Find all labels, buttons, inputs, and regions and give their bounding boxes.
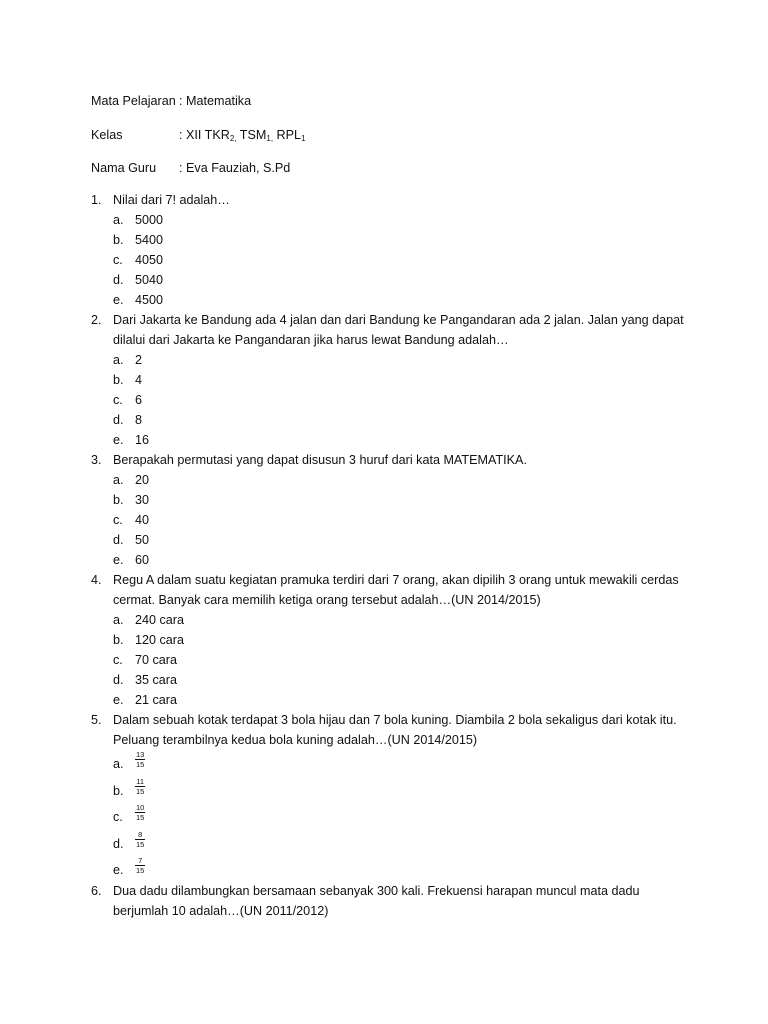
fraction-numerator: 13 [136,750,145,759]
option-letter: c. [113,393,123,407]
answer-option [91,350,691,370]
class-tsm: TSM [236,128,267,142]
option-text: 4050 [135,253,164,267]
fraction-numerator: 10 [136,803,145,813]
question-3 [91,450,691,570]
question-5 [91,710,691,883]
question-6 [91,881,691,921]
question-row [91,881,691,921]
question-text: Dua dadu dilambungkan bersamaan sebanyak 300 kali. Frekuensi harapan muncul mata dadu berjumlah 10 adalah…(UN 2011/2012) [113,884,640,918]
option-letter: e. [113,433,124,447]
option-letter: b. [113,233,124,247]
question-text: Nilai dari 7! adalah… [113,193,230,207]
answer-option [91,270,691,290]
option-text: 6 [135,393,143,407]
answer-option [91,650,691,670]
option-letter: a. [113,613,124,627]
class-value [179,125,306,145]
fraction [135,777,145,796]
fraction-denominator: 15 [136,786,145,796]
option-letter: a. [113,473,124,487]
teacher-value: : Eva Fauziah, S.Pd [179,161,291,175]
fraction [135,803,145,822]
answer-option [91,430,691,450]
option-letter: e. [113,553,124,567]
option-letter: d. [113,533,124,547]
option-letter: d. [113,836,124,851]
option-letter: e. [113,693,124,707]
question-row [91,710,691,750]
option-text: 2 [135,353,143,367]
teacher-label: Nama Guru [91,161,157,175]
option-letter: c. [113,253,123,267]
answer-option [91,750,691,777]
option-letter: c. [113,513,123,527]
answer-option [91,830,691,857]
question-text: Dari Jakarta ke Bandung ada 4 jalan dan dari Bandung ke Pangandaran ada 2 jalan. Jalan yang dapat dilalui dari Jakarta ke Pangandaran jika harus lewat Bandung adalah… [113,313,684,347]
answer-option [91,630,691,650]
option-text: 5400 [135,233,164,247]
option-letter: c. [113,810,123,825]
option-text: 4 [135,373,143,387]
answer-option [91,777,691,804]
question-number: 4. [91,573,102,587]
option-letter: b. [113,493,124,507]
question-row [91,450,691,470]
question-2 [91,310,691,450]
option-text: 70 cara [135,653,178,667]
fraction [135,856,145,875]
option-letter: a. [113,757,124,771]
option-text: 21 cara [135,693,178,707]
option-text: 35 cara [135,673,178,687]
answer-option [91,410,691,430]
option-text: 40 [135,513,150,527]
answer-option [91,530,691,550]
answer-option [91,370,691,390]
question-text: Berapakah permutasi yang dapat disusun 3 huruf dari kata MATEMATIKA. [113,453,527,467]
option-letter: d. [113,273,124,287]
answer-option [91,856,691,883]
question-text: Regu A dalam suatu kegiatan pramuka terdiri dari 7 orang, akan dipilih 3 orang untuk mewakili cerdas cermat. Banyak cara memilih ketiga orang tersebut adalah…(UN 2014/2015) [113,573,679,607]
option-text: 50 [135,533,150,547]
answer-option [91,550,691,570]
fraction-denominator: 15 [136,866,145,876]
question-number: 2. [91,313,102,327]
answer-option [91,210,691,230]
fraction-denominator: 15 [136,813,145,823]
fraction-numerator: 11 [136,776,145,786]
option-text: 20 [135,473,150,487]
option-letter: d. [113,673,124,687]
fraction-denominator: 15 [136,839,145,849]
option-letter: c. [113,653,123,667]
fraction-denominator: 15 [136,760,145,769]
option-text: 4500 [135,293,164,307]
class-prefix: : XII TKR [179,128,230,142]
option-text: 60 [135,553,150,567]
class-tsm-sub: 1, [266,134,274,143]
question-number: 1. [91,193,102,207]
question-text: Dalam sebuah kotak terdapat 3 bola hijau dan 7 bola kuning. Diambila 2 bola sekaligus dari kotak itu. Peluang terambilnya kedua bola kuning adalah…(UN 2014/2015) [113,713,677,747]
option-letter: e. [113,293,124,307]
option-letter: e. [113,863,124,878]
fraction [135,830,145,849]
answer-option [91,610,691,630]
answer-option [91,803,691,830]
answer-option [91,250,691,270]
question-4 [91,570,691,710]
option-text: 240 cara [135,613,185,627]
question-row [91,570,691,610]
option-letter: a. [113,213,124,227]
option-letter: d. [113,413,124,427]
class-rpl: RPL [273,128,302,142]
option-text: 30 [135,493,150,507]
question-row [91,310,691,350]
subject-value: : Matematika [179,94,252,108]
fraction-numerator: 7 [135,856,145,866]
option-text: 5000 [135,213,164,227]
option-text: 120 cara [135,633,185,647]
option-text: 8 [135,413,143,427]
fraction-numerator: 8 [135,830,145,840]
subject-label: Mata Pelajaran [91,94,176,108]
answer-option [91,290,691,310]
question-1 [91,190,691,310]
option-letter: b. [113,633,124,647]
answer-option [91,670,691,690]
question-number: 3. [91,453,102,467]
answer-option [91,470,691,490]
question-number: 6. [91,884,102,898]
answer-option [91,690,691,710]
option-letter: b. [113,783,124,798]
answer-option [91,230,691,250]
answer-option [91,490,691,510]
question-row [91,190,691,210]
option-text: 5040 [135,273,164,287]
answer-option [91,510,691,530]
fraction [135,750,145,769]
class-label: Kelas [91,128,123,142]
class-tkr-sub: 2, [229,134,237,143]
class-rpl-sub: 1 [301,134,306,143]
option-text: 16 [135,433,150,447]
option-letter: a. [113,353,124,367]
option-letter: b. [113,373,124,387]
question-number: 5. [91,713,102,727]
answer-option [91,390,691,410]
